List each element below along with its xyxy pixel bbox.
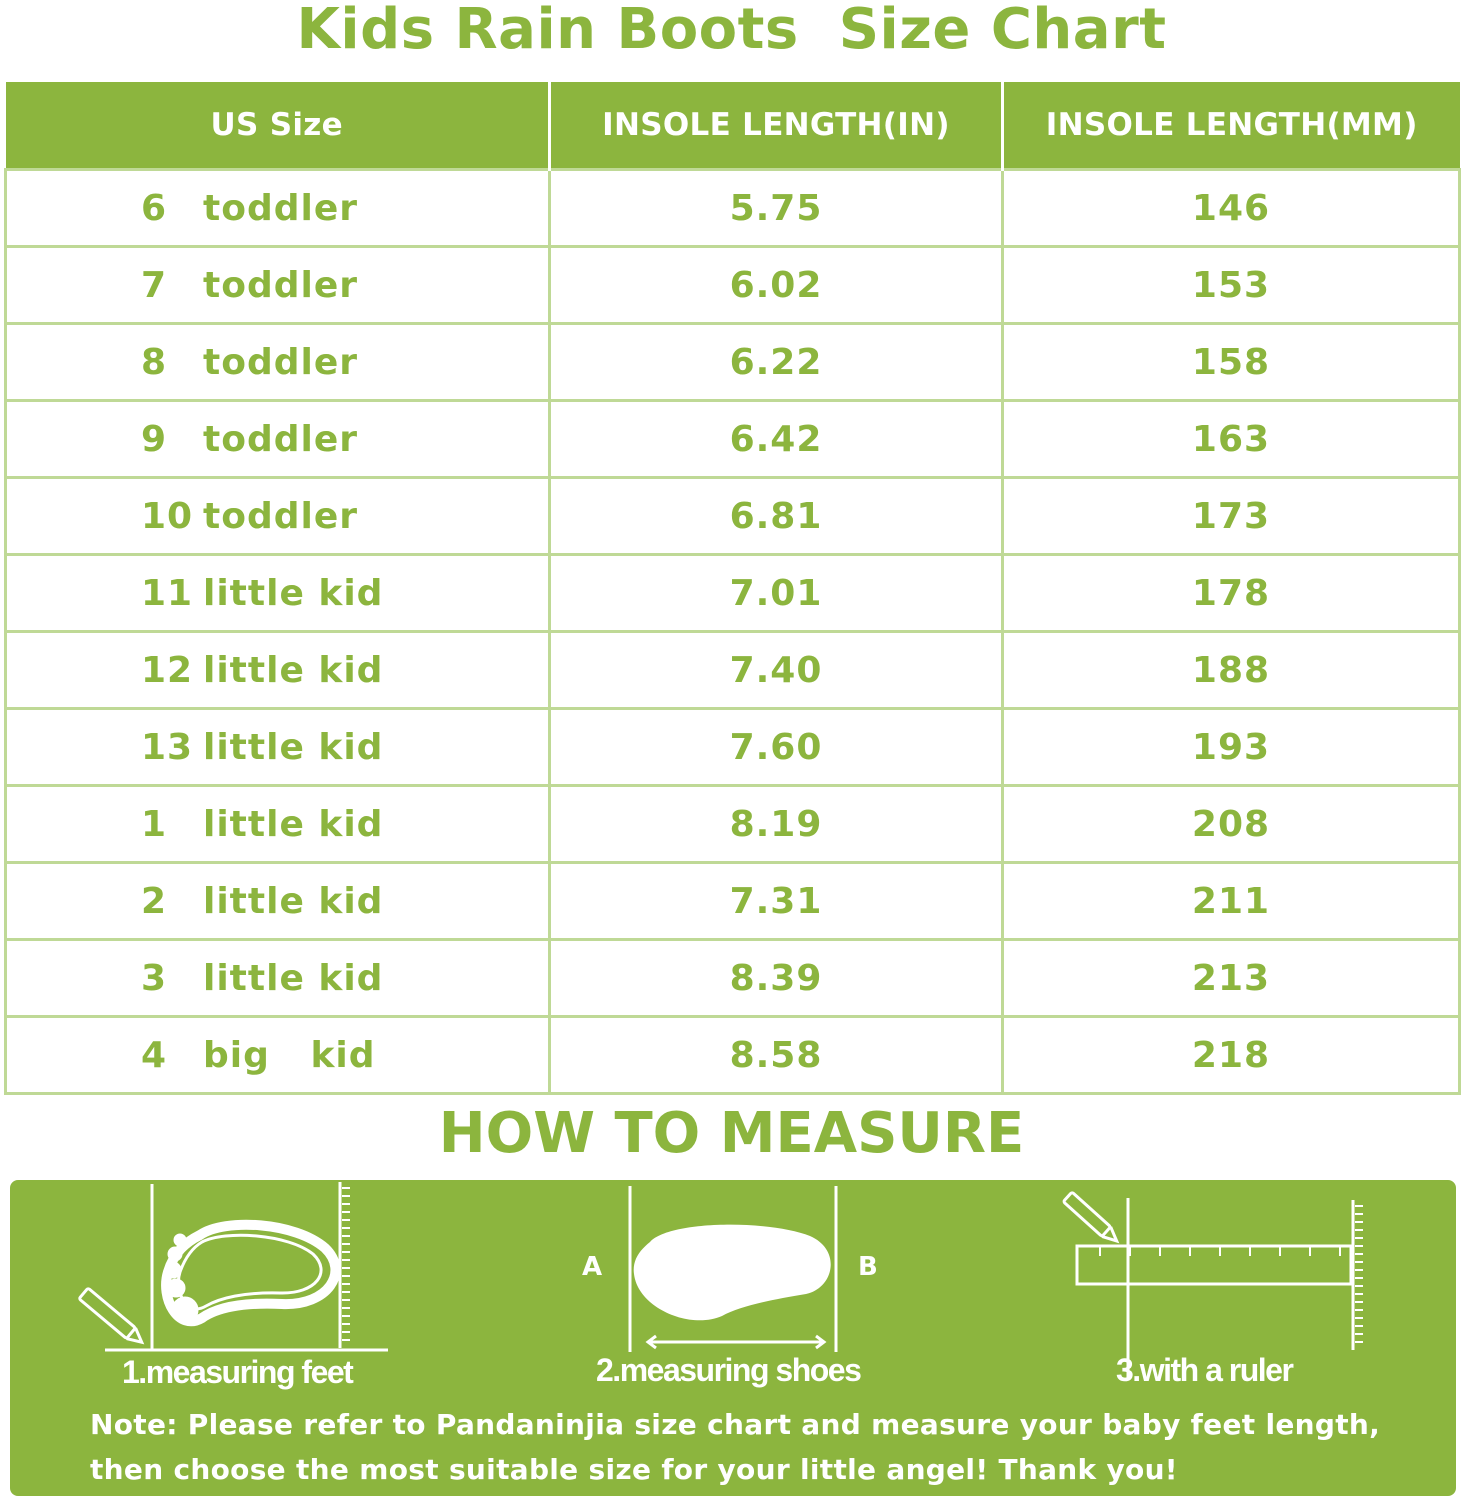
us-size-cell xyxy=(6,555,550,632)
insole-in-cell: 5.75 xyxy=(550,170,1003,247)
size-number: 6 xyxy=(141,187,168,229)
us-size-cell xyxy=(6,247,550,324)
step-2-caption: 2.measuring shoes xyxy=(596,1352,861,1388)
size-number: 10 xyxy=(141,495,194,537)
table-row xyxy=(6,709,1460,786)
header-insole-in: INSOLE LENGTH(IN) xyxy=(550,82,1003,170)
size-number: 12 xyxy=(141,649,194,691)
size-number: 8 xyxy=(141,341,168,383)
size-number: 11 xyxy=(141,572,194,614)
size-number: 7 xyxy=(141,264,168,306)
insole-mm-cell: 173 xyxy=(1003,478,1460,555)
insole-in-cell: 7.31 xyxy=(550,863,1003,940)
how-to-measure-title: HOW TO MEASURE xyxy=(438,1101,1025,1166)
label-b: B xyxy=(858,1252,878,1282)
table-row xyxy=(6,632,1460,709)
size-number: 9 xyxy=(141,418,168,460)
size-category: little kid xyxy=(203,880,384,922)
insole-mm-cell: 211 xyxy=(1003,863,1460,940)
table-header-row xyxy=(6,82,1460,170)
size-number: 13 xyxy=(141,726,194,768)
table-row xyxy=(6,555,1460,632)
us-size-cell xyxy=(6,1017,550,1094)
us-size-cell xyxy=(6,324,550,401)
header-insole-mm: INSOLE LENGTH(MM) xyxy=(1003,82,1460,170)
us-size-cell xyxy=(6,709,550,786)
insole-in-cell: 8.39 xyxy=(550,940,1003,1017)
chart-title: Kids Rain Boots Size Chart xyxy=(296,0,1167,62)
insole-mm-cell: 208 xyxy=(1003,786,1460,863)
measure-note: Note: Please refer to Pandaninjia size chart and measure your baby feet length, then choose the most suitable size for your little angel! Thank you! xyxy=(90,1408,1381,1486)
label-a: A xyxy=(582,1252,603,1282)
insole-mm-cell: 213 xyxy=(1003,940,1460,1017)
table-row xyxy=(6,786,1460,863)
size-category: toddler xyxy=(203,495,358,537)
size-number: 3 xyxy=(141,957,168,999)
insole-mm-cell: 193 xyxy=(1003,709,1460,786)
shoe-sole-icon xyxy=(630,1186,836,1352)
size-number: 4 xyxy=(141,1034,168,1076)
how-to-measure-panel xyxy=(10,1180,1456,1496)
table-row xyxy=(6,324,1460,401)
footprint-icon xyxy=(79,1182,388,1350)
insole-in-cell: 6.81 xyxy=(550,478,1003,555)
table-row xyxy=(6,401,1460,478)
insole-mm-cell: 218 xyxy=(1003,1017,1460,1094)
size-number: 2 xyxy=(141,880,168,922)
size-category: little kid xyxy=(203,803,384,845)
size-category: little kid xyxy=(203,572,384,614)
insole-in-cell: 6.42 xyxy=(550,401,1003,478)
step-3-caption: 3.with a ruler xyxy=(1116,1352,1293,1388)
size-table xyxy=(4,82,1461,1095)
insole-in-cell: 8.19 xyxy=(550,786,1003,863)
insole-in-cell: 8.58 xyxy=(550,1017,1003,1094)
us-size-cell xyxy=(6,170,550,247)
table-row xyxy=(6,170,1460,247)
insole-in-cell: 6.22 xyxy=(550,324,1003,401)
header-us-size: US Size xyxy=(6,82,550,170)
us-size-cell xyxy=(6,401,550,478)
size-category: little kid xyxy=(203,649,384,691)
size-category: little kid xyxy=(203,957,384,999)
table-row xyxy=(6,863,1460,940)
insole-mm-cell: 158 xyxy=(1003,324,1460,401)
size-category: big kid xyxy=(203,1034,376,1076)
us-size-cell xyxy=(6,632,550,709)
size-category: toddler xyxy=(203,187,358,229)
table-row xyxy=(6,478,1460,555)
us-size-cell xyxy=(6,786,550,863)
table-row xyxy=(6,1017,1460,1094)
us-size-cell xyxy=(6,863,550,940)
size-category: toddler xyxy=(203,418,358,460)
table-body xyxy=(6,170,1460,1094)
insole-mm-cell: 163 xyxy=(1003,401,1460,478)
us-size-cell xyxy=(6,940,550,1017)
insole-in-cell: 7.40 xyxy=(550,632,1003,709)
insole-in-cell: 7.60 xyxy=(550,709,1003,786)
insole-mm-cell: 153 xyxy=(1003,247,1460,324)
insole-in-cell: 6.02 xyxy=(550,247,1003,324)
insole-in-cell: 7.01 xyxy=(550,555,1003,632)
table-row xyxy=(6,940,1460,1017)
ruler-icon xyxy=(1063,1192,1363,1378)
insole-mm-cell: 146 xyxy=(1003,170,1460,247)
insole-mm-cell: 188 xyxy=(1003,632,1460,709)
table-row xyxy=(6,247,1460,324)
us-size-cell xyxy=(6,478,550,555)
insole-mm-cell: 178 xyxy=(1003,555,1460,632)
step-1-caption: 1.measuring feet xyxy=(122,1354,353,1390)
size-category: toddler xyxy=(203,341,358,383)
size-number: 1 xyxy=(141,803,168,845)
size-category: toddler xyxy=(203,264,358,306)
size-category: little kid xyxy=(203,726,384,768)
